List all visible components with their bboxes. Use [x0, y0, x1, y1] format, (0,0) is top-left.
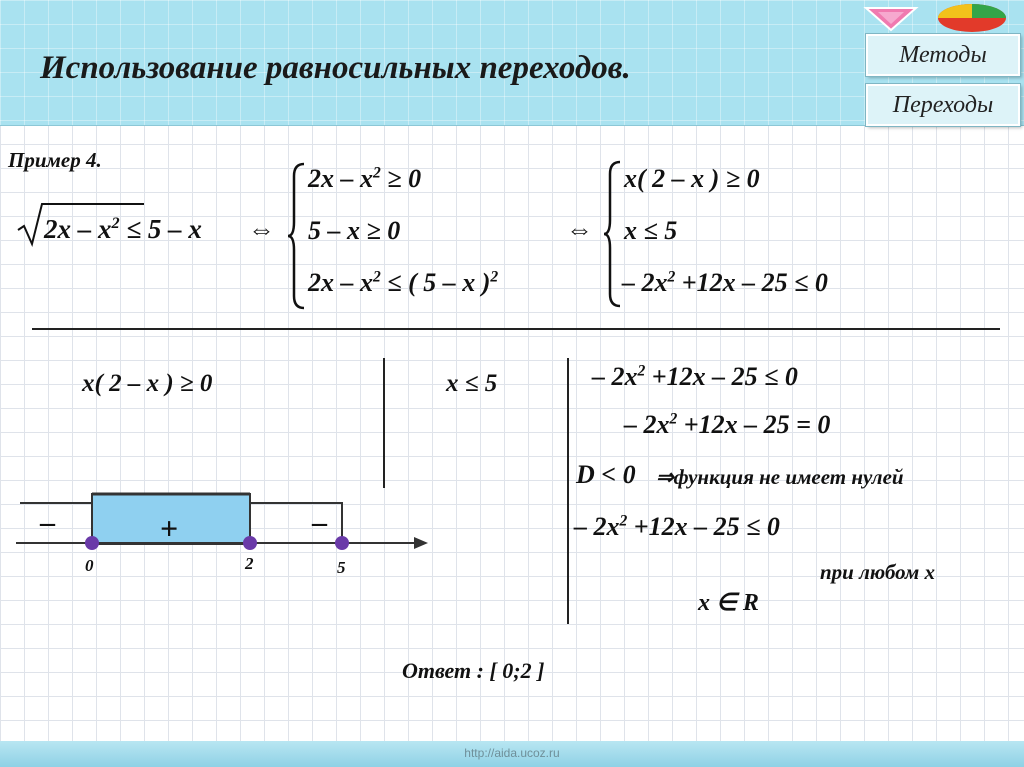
point-2: [243, 536, 257, 550]
system1-line3: [308, 268, 498, 298]
col3-line2: [624, 410, 830, 440]
tick-label-5: 5: [337, 558, 346, 577]
column-divider: [567, 358, 569, 624]
sys1-line3-a: 2x – x: [308, 268, 373, 297]
sys1-line3-b: ≤ ( 5 – x ): [380, 268, 491, 297]
arrow-icon: [414, 537, 428, 549]
answer: Ответ : [ 0;2 ]: [402, 658, 545, 683]
col3-line1-a: – 2x: [592, 362, 638, 391]
exponent: 2: [669, 410, 678, 428]
system1-line1: [308, 164, 421, 194]
col1-inequality: x( 2 – x ) ≥ 0: [82, 370, 213, 397]
page-title: Использование равносильных переходов.: [40, 50, 631, 86]
col3-line3-a: – 2x: [574, 512, 620, 541]
divider: [32, 328, 1000, 330]
equivalence-sign: ⇔: [248, 214, 275, 244]
exponent: 2: [619, 512, 628, 530]
sys1-line1-b: ≥ 0: [380, 164, 422, 193]
system2-line2: x ≤ 5: [624, 216, 678, 245]
system1-line2: 5 – x ≥ 0: [308, 216, 401, 245]
exponent: 2: [490, 268, 499, 286]
col3-line1: [592, 362, 798, 392]
footer-url[interactable]: http://aida.ucoz.ru: [464, 746, 560, 760]
system-brace-icon: [286, 162, 306, 310]
number-line: [10, 488, 440, 558]
system-brace-icon: [602, 160, 622, 308]
sys1-line1-a: 2x – x: [308, 164, 373, 193]
solution-set: x ∈ R: [698, 590, 759, 616]
col3-line3-b: +12x – 25 ≤ 0: [627, 512, 780, 541]
sys2-line3-b: +12x – 25 ≤ 0: [675, 268, 828, 297]
system2-line1: x( 2 – x ) ≥ 0: [624, 164, 760, 193]
point-5: [335, 536, 349, 550]
methods-button[interactable]: Методы: [866, 34, 1020, 76]
any-x-note: при любом x: [820, 560, 935, 584]
col3-line3: [574, 512, 780, 542]
tick-label-2: 2: [245, 554, 254, 573]
exponent: 2: [637, 362, 646, 380]
exponent: 2: [111, 214, 120, 232]
col3-line2-b: +12x – 25 = 0: [677, 410, 831, 439]
exponent: 2: [667, 268, 676, 286]
sign-minus-right: –: [312, 506, 327, 539]
example-label: Пример 4.: [8, 148, 102, 172]
tick-label-0: 0: [85, 556, 94, 575]
column-divider: [383, 358, 385, 488]
col3-line2-a: – 2x: [624, 410, 670, 439]
col3-line1-b: +12x – 25 ≤ 0: [645, 362, 798, 391]
sign-minus-left: –: [40, 506, 55, 539]
logo-icon: [862, 2, 1012, 34]
root-radicand: 2x – x: [44, 214, 112, 244]
sys2-line3-a: – 2x: [622, 268, 668, 297]
footer-band: [0, 741, 1024, 767]
equivalence-sign-2: ⇔: [566, 214, 593, 244]
root-expression: [44, 214, 202, 245]
exponent: 2: [373, 164, 381, 182]
col2-inequality: x ≤ 5: [446, 370, 498, 397]
discriminant: D < 0: [576, 460, 636, 489]
sign-plus: +: [160, 510, 179, 546]
transitions-button[interactable]: Переходы: [866, 84, 1020, 126]
no-zeros-note: ⇒функция не имеет нулей: [656, 465, 904, 489]
system2-line3: [622, 268, 828, 298]
point-0: [85, 536, 99, 550]
root-rhs: ≤ 5 – x: [119, 214, 202, 244]
exponent: 2: [373, 268, 381, 286]
